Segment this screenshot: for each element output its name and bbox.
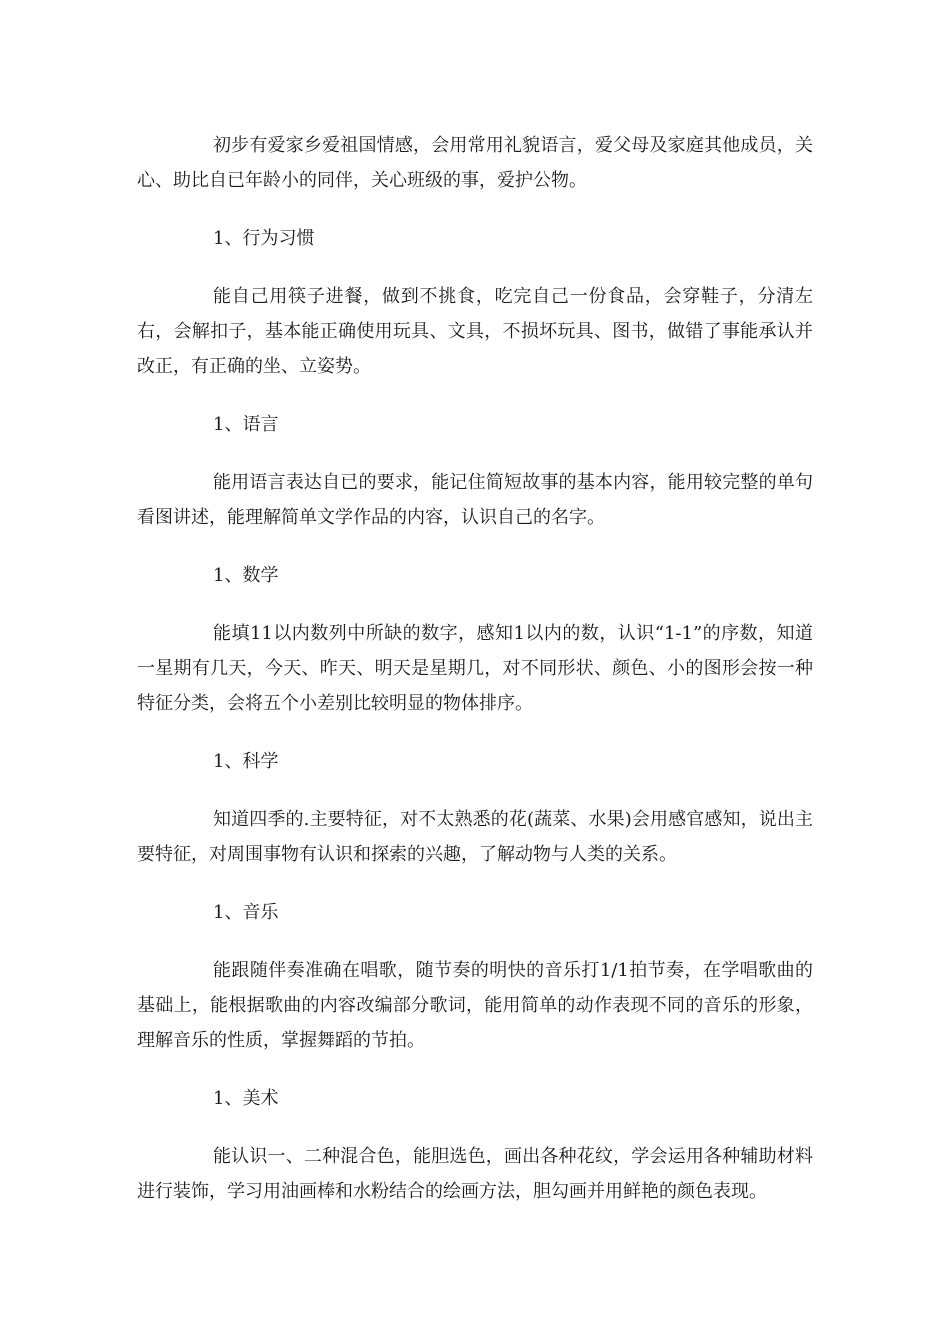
section-body-behavior: 能自己用筷子进餐，做到不挑食，吃完自己一份食品，会穿鞋子，分清左右，会解扣子，基本能正确使用玩具、文具，不损坏玩具、图书，做错了事能承认并改正，有正确的坐、立姿势。	[137, 286, 813, 377]
document-content	[137, 128, 813, 1232]
section-heading-behavior: 1、行为习惯	[213, 228, 315, 249]
section-heading-science: 1、科学	[213, 751, 279, 772]
intro-paragraph: 初步有爱家乡爱祖国情感，会用常用礼貌语言，爱父母及家庭其他成员，关心、助比自已年龄小的同伴，关心班级的事，爱护公物。	[137, 135, 813, 191]
section-body-music: 能跟随伴奏准确在唱歌，随节奏的明快的音乐打1/1拍节奏，在学唱歌曲的基础上，能根据歌曲的内容改编部分歌词，能用简单的动作表现不同的音乐的形象，理解音乐的性质，掌握舞蹈的节拍。	[137, 960, 813, 1051]
section-heading-music: 1、音乐	[213, 902, 279, 923]
section-body-language: 能用语言表达自已的要求，能记住简短故事的基本内容，能用较完整的单句看图讲述，能理解简单文学作品的内容，认识自己的名字。	[137, 472, 813, 528]
section-heading-language: 1、语言	[213, 414, 279, 435]
section-heading-art: 1、美术	[213, 1088, 279, 1109]
section-body-art: 能认识一、二种混合色，能胆选色，画出各种花纹，学会运用各种辅助材料进行装饰，学习用油画棒和水粉结合的绘画方法，胆勾画并用鲜艳的颜色表现。	[137, 1146, 813, 1202]
section-heading-math: 1、数学	[213, 565, 279, 586]
section-body-math: 能填11以内数列中所缺的数字，感知1以内的数，认识“1-1”的序数，知道一星期有几天，今天、昨天、明天是星期几，对不同形状、颜色、小的图形会按一种特征分类，会将五个小差别比较明显的物体排序。	[137, 623, 813, 714]
section-body-science: 知道四季的.主要特征，对不太熟悉的花(蔬菜、水果)会用感官感知，说出主要特征，对周围事物有认识和探索的兴趣，了解动物与人类的关系。	[137, 809, 813, 865]
